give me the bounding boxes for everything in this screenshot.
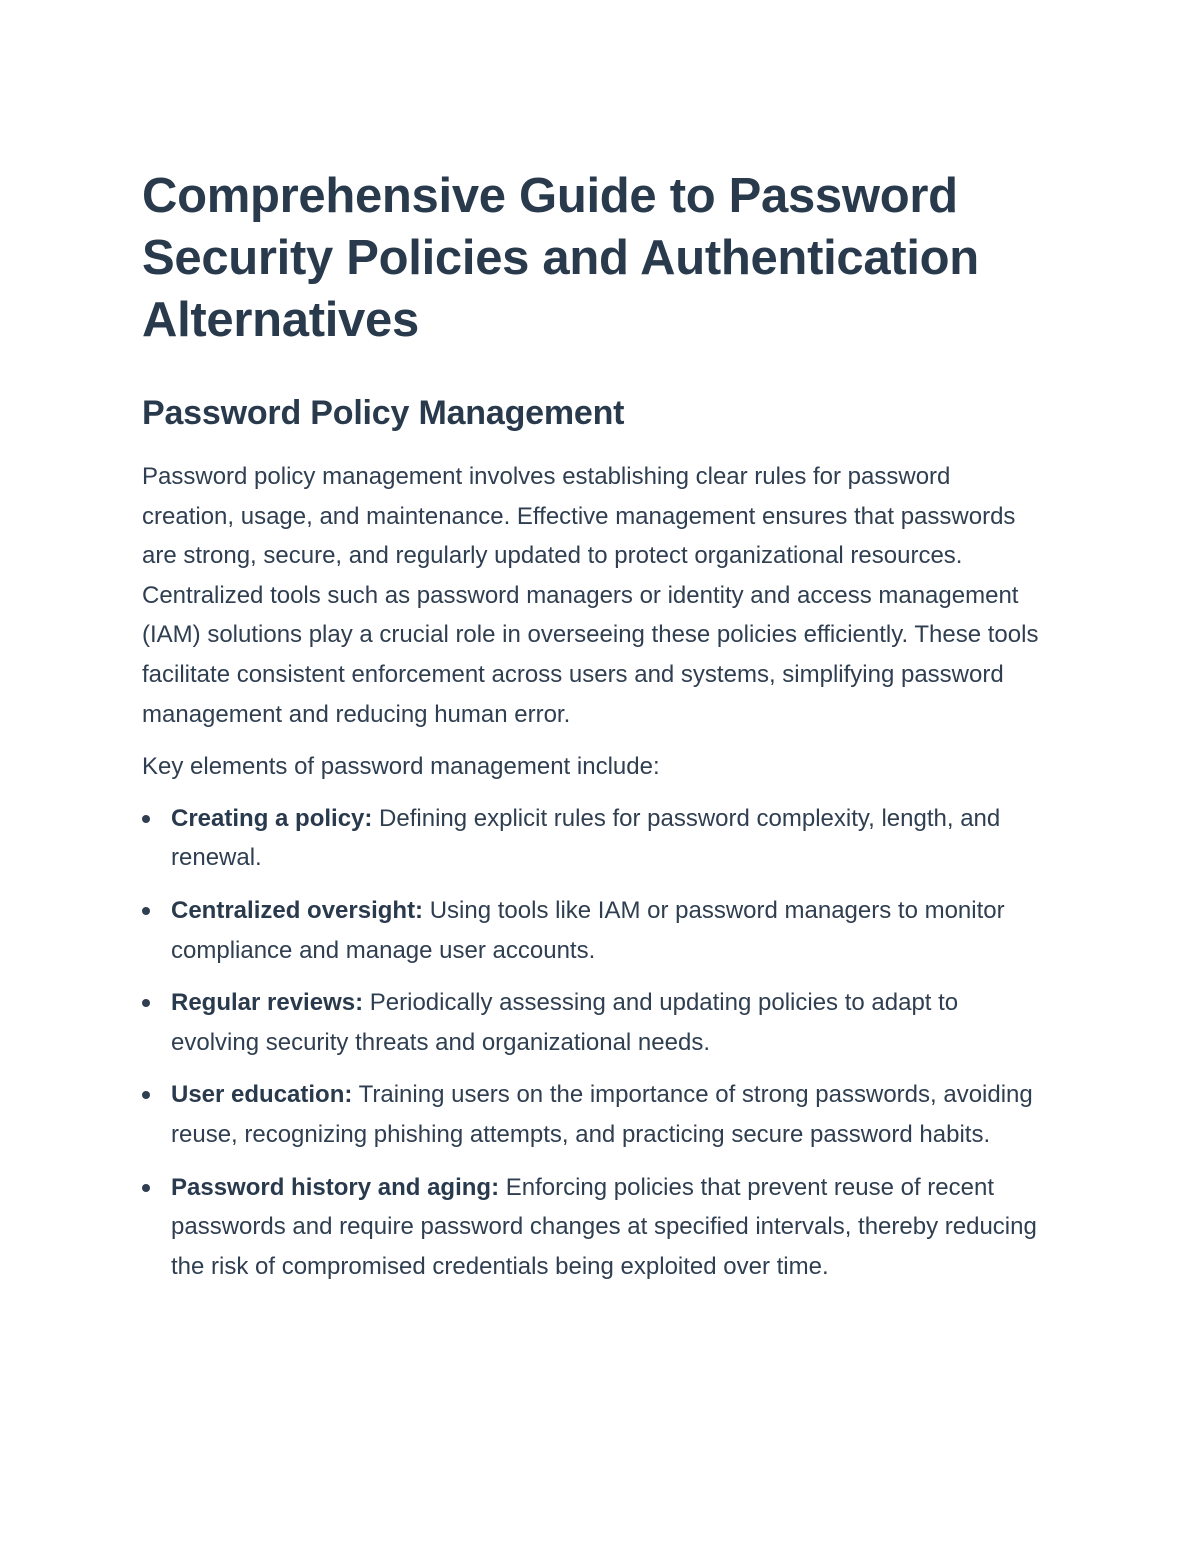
list-item — [142, 1075, 1052, 1154]
list-item-term: Regular reviews: — [171, 989, 364, 1017]
list-item — [142, 1168, 1052, 1287]
key-elements-list — [142, 799, 1052, 1287]
list-item-description: Periodically assessing and updating policies to adapt to evolving security threats and organizational needs. — [171, 989, 959, 1056]
list-item-description: Training users on the importance of strong passwords, avoiding reuse, recognizing phishing attempts, and practicing secure password habits. — [171, 1081, 1033, 1148]
section-paragraph: Password policy management involves establishing clear rules for password creation, usage, and maintenance. Effective management ensures that passwords are strong, secure, and regularly updated to protect organizational resources. Centralized tools such as password managers or identity and access management (IAM) solutions play a crucial role in overseeing these policies efficiently. These tools facilitate consistent enforcement across users and systems, simplifying password management and reducing human error. — [142, 463, 1039, 728]
list-intro: Key elements of password management include: — [142, 753, 660, 781]
bullet-icon — [142, 1091, 150, 1099]
list-item-term: User education: — [171, 1081, 353, 1109]
list-item-term: Centralized oversight: — [171, 896, 424, 924]
list-item-term: Password history and aging: — [171, 1173, 500, 1201]
list-item-description: Defining explicit rules for password complexity, length, and renewal. — [171, 804, 1001, 872]
bullet-icon — [142, 815, 150, 823]
bullet-icon — [142, 1184, 150, 1192]
section-heading: Password Policy Management — [142, 394, 625, 432]
document-title: Comprehensive Guide to Password Security Policies and Authentication Alternatives — [142, 169, 979, 347]
list-item — [142, 983, 1052, 1062]
bullet-icon — [142, 907, 150, 915]
list-item — [142, 891, 1052, 970]
bullet-icon — [142, 999, 150, 1007]
list-item — [142, 799, 1052, 878]
list-item-description: Using tools like IAM or password managers to monitor compliance and manage user accounts. — [171, 896, 1005, 964]
list-item-description: Enforcing policies that prevent reuse of recent passwords and require password changes at specified intervals, thereby reducing the risk of compromised credentials being exploited over time. — [171, 1173, 1037, 1280]
list-item-term: Creating a policy: — [171, 804, 373, 832]
